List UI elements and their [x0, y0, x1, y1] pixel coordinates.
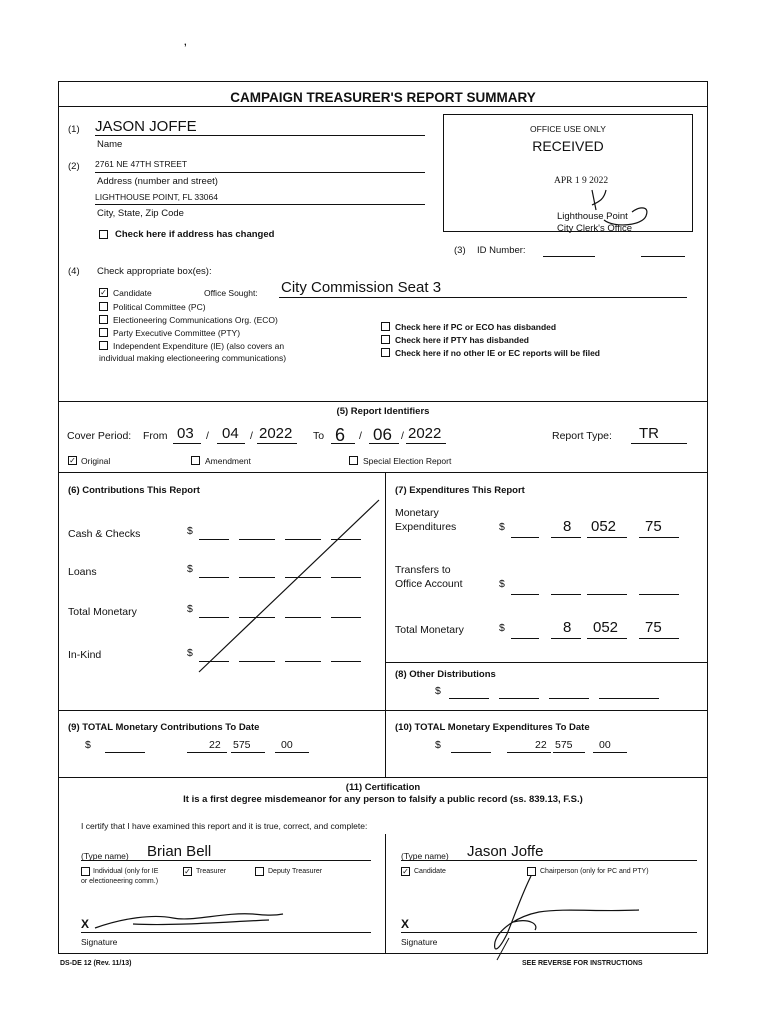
from-year: 2022 [259, 425, 293, 442]
street-line [95, 172, 425, 173]
report-type-value: TR [639, 425, 659, 442]
tot-cents: 75 [645, 619, 662, 636]
to-slash-2: / [401, 430, 404, 442]
to-year: 2022 [408, 425, 442, 442]
from-month-line [173, 443, 201, 444]
exp-thousands: 8 [563, 518, 572, 535]
original-label: Original [81, 456, 111, 466]
address-changed-checkbox[interactable] [99, 230, 108, 239]
exp-cents: 75 [645, 518, 662, 535]
clerk-initials [584, 160, 664, 230]
tot-thousands: 8 [563, 619, 572, 636]
to-slash-1: / [359, 430, 362, 442]
amendment-label: Amendment [205, 456, 251, 466]
individual-checkbox[interactable] [81, 867, 90, 876]
from-slash-1: / [206, 430, 209, 442]
office-clerk: City Clerk's Office [557, 223, 633, 234]
cash-dollar: $ [187, 525, 193, 537]
monetary-label-2: Expenditures [395, 521, 457, 533]
id-number-label: ID Number: [477, 245, 526, 256]
ie-label-2: individual making electioneering communications) [99, 353, 287, 363]
transfers-label-1: Transfers to [395, 564, 451, 576]
city-line [95, 204, 425, 205]
tot-thousands-line [551, 638, 581, 639]
special-election-label: Special Election Report [363, 456, 452, 466]
city-label: City, State, Zip Code [97, 208, 184, 219]
candidate-signature [469, 872, 649, 962]
candidate-name-value: JASON JOFFE [95, 118, 197, 135]
from-day-line [217, 443, 245, 444]
received-stamp: RECEIVED [532, 138, 604, 154]
id-number-blank2 [641, 256, 685, 257]
treasurer-signature [93, 904, 293, 934]
transfers-blank-1 [511, 594, 539, 595]
office-city: Lighthouse Point [557, 211, 628, 222]
s9-blank-1 [105, 752, 145, 753]
total-contributions-header: (9) TOTAL Monetary Contributions To Date [68, 722, 260, 733]
candidate-sig-name: Jason Joffe [467, 843, 544, 860]
s8-divider [59, 710, 707, 711]
total-exp-to-date-dollar: $ [435, 739, 441, 751]
report-type-line [631, 443, 687, 444]
no-ie-label: Check here if no other IE or EC reports will be filed [395, 348, 600, 358]
ie-label-1: Independent Expenditure (IE) (also covers an [113, 341, 285, 351]
pc-checkbox[interactable] [99, 302, 108, 311]
other-blank-4 [599, 698, 659, 699]
deputy-label: Deputy Treasurer [268, 868, 323, 875]
street-value: 2761 NE 47TH STREET [95, 159, 188, 169]
candidate-signature-label: Signature [401, 937, 438, 947]
pc-disbanded-label: Check here if PC or ECO has disbanded [395, 322, 557, 332]
certification-warning: It is a first degree misdemeanor for any person to falsify a public record (ss. 839.13, F.S.) [183, 794, 583, 805]
pty-disbanded-label: Check here if PTY has disbanded [395, 335, 529, 345]
candidate-checkbox[interactable]: ✓ [100, 288, 107, 297]
s9-cents-line [275, 752, 309, 753]
report-identifiers-header: (5) Report Identifiers [336, 406, 430, 417]
s10-units: 575 [555, 739, 573, 751]
office-use-box [443, 114, 693, 232]
form-title: CAMPAIGN TREASURER'S REPORT SUMMARY [230, 90, 536, 105]
other-dist-dollar: $ [435, 685, 441, 697]
from-year-line [257, 443, 297, 444]
total-contrib-dollar: $ [187, 603, 193, 615]
s9-units-line [231, 752, 265, 753]
total-monetary-contrib-label: Total Monetary [68, 606, 137, 618]
candidate-cert-label: Candidate [414, 868, 446, 875]
tot-units-line [587, 638, 627, 639]
to-day-line [369, 443, 399, 444]
ie-checkbox[interactable] [99, 341, 108, 350]
candidate-cert-checkbox[interactable]: ✓ [402, 867, 409, 876]
exp-blank-1 [511, 537, 539, 538]
deputy-checkbox[interactable] [255, 867, 264, 876]
to-day: 06 [373, 425, 392, 444]
street-label: Address (number and street) [97, 176, 218, 187]
pc-label: Political Committee (PC) [113, 302, 206, 312]
contributions-strike-line [189, 492, 389, 682]
to-month-line [331, 443, 355, 444]
exp-units-line [587, 537, 627, 538]
certify-statement: I certify that I have examined this report and it is true, correct, and complete: [81, 821, 368, 831]
candidate-signature-x: X [401, 917, 410, 931]
id-number-blank [543, 256, 595, 257]
pty-label: Party Executive Committee (PTY) [113, 328, 241, 338]
check-boxes-label: Check appropriate box(es): [97, 266, 212, 277]
pty-disbanded-checkbox[interactable] [381, 335, 390, 344]
title-divider [59, 106, 707, 107]
s7-divider [385, 662, 707, 663]
amendment-checkbox[interactable] [191, 456, 200, 465]
individual-label-2: or electioneering comm.) [81, 878, 159, 885]
report-form [58, 81, 708, 954]
transfers-dollar: $ [499, 578, 505, 590]
s9-thousands: 22 [209, 739, 221, 751]
no-ie-checkbox[interactable] [381, 348, 390, 357]
city-value: LIGHTHOUSE POINT, FL 33064 [95, 192, 218, 202]
signature-divider [385, 834, 386, 954]
total-expenditures-header: (10) TOTAL Monetary Expenditures To Date [395, 722, 590, 733]
other-blank-3 [549, 698, 589, 699]
name-line [95, 135, 425, 136]
office-use-header: OFFICE USE ONLY [530, 124, 606, 134]
s5-divider [59, 472, 707, 473]
treasurer-signature-x: X [81, 917, 90, 931]
s10-divider [59, 777, 707, 778]
exp-cents-line [639, 537, 679, 538]
certification-header: (11) Certification [345, 782, 421, 793]
to-year-line [406, 443, 446, 444]
tot-units: 052 [593, 619, 619, 636]
individual-label-1: Individual (only for IE [93, 868, 159, 875]
original-checkbox[interactable]: ✓ [69, 456, 76, 465]
treasurer-signature-label: Signature [81, 937, 118, 947]
treasurer-name: Brian Bell [147, 843, 212, 860]
candidate-type-name-label: (Type name) [401, 851, 449, 861]
from-slash-2: / [250, 430, 253, 442]
transfers-blank-4 [639, 594, 679, 595]
candidate-label: Candidate [113, 288, 152, 298]
pty-checkbox[interactable] [99, 328, 108, 337]
s9-cents: 00 [281, 739, 293, 751]
received-date: APR 1 9 2022 [554, 176, 609, 186]
total-contrib-to-date-dollar: $ [85, 739, 91, 751]
s4-divider [59, 401, 707, 402]
office-sought-line [279, 297, 687, 298]
s10-cents-line [593, 752, 627, 753]
exp-units: 052 [591, 518, 617, 535]
cover-period-label: Cover Period: [67, 430, 132, 442]
eco-checkbox[interactable] [99, 315, 108, 324]
treasurer-type-name-label: (Type name) [81, 851, 129, 861]
s1-num: (1) [68, 124, 80, 135]
corner-mark: , [184, 37, 187, 48]
s9-units: 575 [233, 739, 251, 751]
loans-label: Loans [68, 566, 97, 578]
transfers-blank-3 [587, 594, 627, 595]
exp-dollar: $ [499, 521, 505, 533]
total-exp-blank-1 [511, 638, 539, 639]
chairperson-label: Chairperson (only for PC and PTY) [540, 868, 649, 875]
s4-num: (4) [68, 266, 80, 277]
treasurer-label: Treasurer [196, 868, 227, 875]
other-blank-1 [449, 698, 489, 699]
exp-thousands-line [551, 537, 581, 538]
pc-disbanded-checkbox[interactable] [381, 322, 390, 331]
inkind-dollar: $ [187, 647, 193, 659]
treasurer-checkbox[interactable]: ✓ [184, 867, 191, 876]
s10-thousands-line [507, 752, 551, 753]
from-label: From [143, 430, 168, 442]
s3-num: (3) [454, 245, 466, 256]
other-blank-2 [499, 698, 539, 699]
s10-units-line [553, 752, 585, 753]
other-distributions-header: (8) Other Distributions [395, 669, 496, 680]
reverse-instructions: SEE REVERSE FOR INSTRUCTIONS [522, 960, 643, 967]
s9-thousands-line [187, 752, 227, 753]
monetary-label-1: Monetary [395, 507, 439, 519]
s2-num: (2) [68, 161, 80, 172]
from-month: 03 [177, 425, 194, 442]
contributions-header: (6) Contributions This Report [68, 485, 200, 496]
form-code: DS-DE 12 (Rev. 11/13) [60, 960, 132, 967]
office-sought-label: Office Sought: [204, 288, 258, 298]
office-sought-value: City Commission Seat 3 [281, 279, 442, 296]
s10-cents: 00 [599, 739, 611, 751]
s10-thousands: 22 [535, 739, 547, 751]
inkind-label: In-Kind [68, 649, 102, 661]
special-election-checkbox[interactable] [349, 456, 358, 465]
loans-dollar: $ [187, 563, 193, 575]
eco-label: Electioneering Communications Org. (ECO) [113, 315, 278, 325]
report-type-label: Report Type: [552, 430, 612, 442]
cash-checks-label: Cash & Checks [68, 528, 141, 540]
address-changed-label: Check here if address has changed [115, 229, 275, 240]
name-label: Name [97, 139, 123, 150]
candidate-name-line [401, 860, 697, 861]
total-exp-dollar: $ [499, 622, 505, 634]
expenditures-header: (7) Expenditures This Report [395, 485, 525, 496]
to-month: 6 [335, 425, 346, 445]
transfers-blank-2 [551, 594, 581, 595]
total-exp-label: Total Monetary [395, 624, 464, 636]
from-day: 04 [222, 425, 239, 442]
s10-blank-1 [451, 752, 491, 753]
treasurer-name-line [81, 860, 371, 861]
transfers-label-2: Office Account [395, 578, 463, 590]
to-label: To [313, 430, 325, 442]
tot-cents-line [639, 638, 679, 639]
